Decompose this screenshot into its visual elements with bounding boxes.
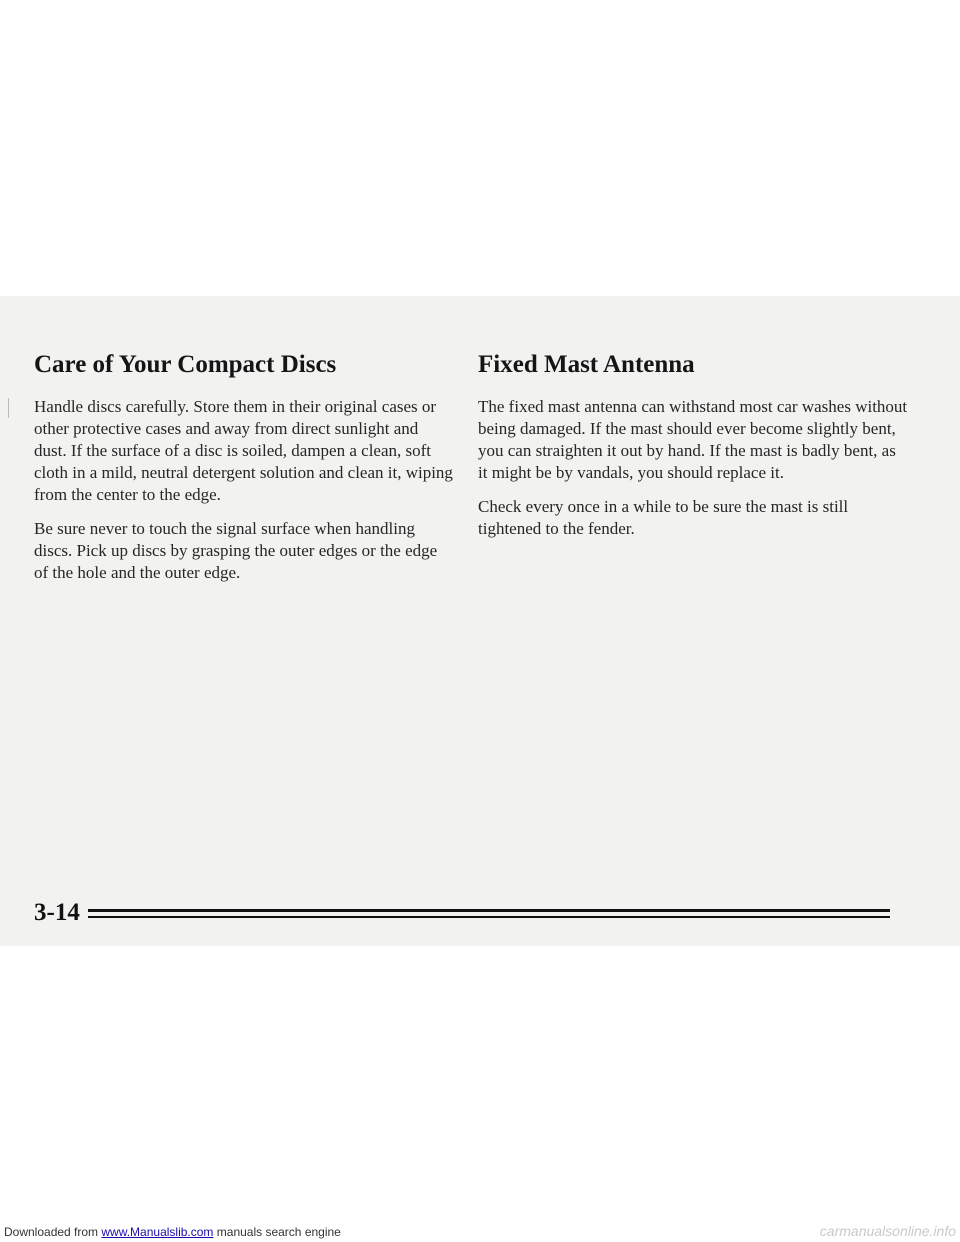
download-footer	[4, 1224, 341, 1240]
manualslib-link[interactable]: www.Manualslib.com	[101, 1225, 214, 1239]
footer-rule-thin	[88, 916, 890, 918]
page-number: 3-14	[34, 899, 80, 926]
paragraph: Be sure never to touch the signal surface when handling discs. Pick up discs by grasping the outer edges or the edge of the hole and the outer edge.	[34, 519, 438, 582]
footer-suffix: manuals search engine	[213, 1225, 341, 1239]
footer-rule	[88, 909, 890, 912]
section-heading-compact-discs: Care of Your Compact Discs	[34, 351, 337, 378]
paragraph: Handle discs carefully. Store them in their original cases or other protective cases and away from direct sunlight and dust. If the surface of a disc is soiled, dampen a clean, soft cloth in a mild, neutral detergent solution and clean it, wiping from the center to the edge.	[34, 397, 453, 504]
left-column	[34, 350, 454, 596]
margin-mark	[8, 398, 9, 418]
paragraph: Check every once in a while to be sure the mast is still tightened to the fender.	[478, 497, 849, 538]
watermark: carmanualsonline.info	[819, 1223, 956, 1239]
footer-prefix: Downloaded from	[4, 1225, 102, 1239]
section-heading-antenna: Fixed Mast Antenna	[478, 351, 695, 378]
paragraph: The fixed mast antenna can withstand most car washes without being damaged. If the mast should ever become slightly bent, you can straighten it out by hand. If the mast is badly bent, as it might be by vandals, you should replace it.	[478, 397, 908, 482]
right-column	[478, 350, 908, 552]
